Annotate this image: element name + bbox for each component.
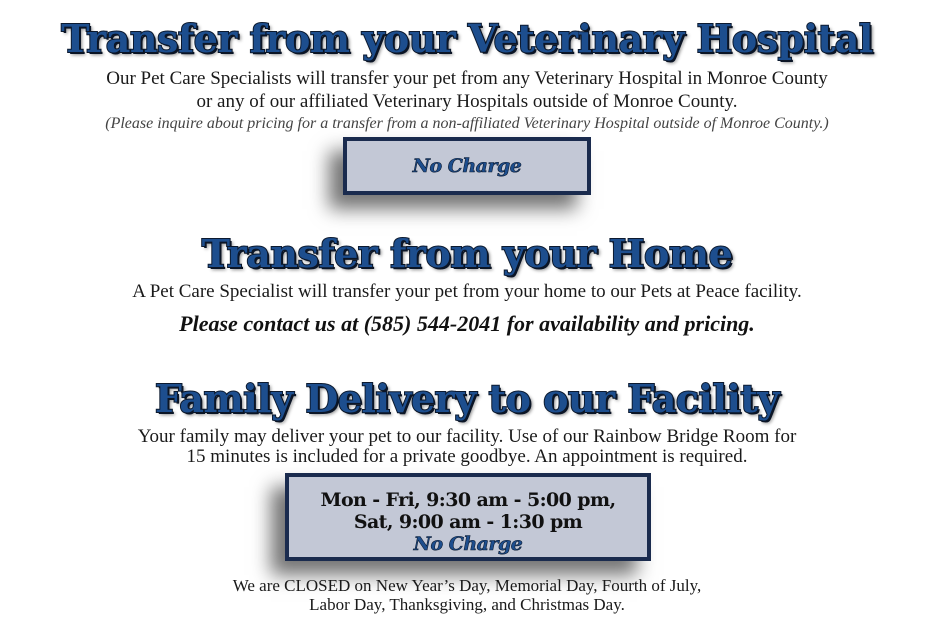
vet-transfer-price: No Charge xyxy=(412,155,522,177)
heading-vet-transfer: Transfer from your Veterinary Hospital xyxy=(61,16,873,61)
vet-transfer-price-box xyxy=(343,137,591,195)
home-transfer-text: A Pet Care Specialist will transfer your pet from your home to our Pets at Peace facility. xyxy=(132,281,802,302)
hours-weekday: Mon - Fri, 9:30 am - 5:00 pm, xyxy=(320,489,616,511)
vet-transfer-text-2: or any of our affiliated Veterinary Hospitals outside of Monroe County. xyxy=(196,91,738,112)
closed-days-1: We are CLOSED on New Year’s Day, Memorial Day, Fourth of July, xyxy=(232,576,702,595)
family-delivery-text-2: 15 minutes is included for a private goodbye. An appointment is required. xyxy=(186,446,748,467)
family-delivery-text-1: Your family may deliver your pet to our facility. Use of our Rainbow Bridge Room for xyxy=(137,426,797,447)
hours-saturday: Sat, 9:00 am - 1:30 pm xyxy=(353,511,583,533)
vet-transfer-note: (Please inquire about pricing for a transfer from a non-affiliated Veterinary Hospital outside of Monroe County.) xyxy=(105,115,829,132)
family-delivery-hours-box xyxy=(285,473,651,561)
heading-family-delivery: Family Delivery to our Facility xyxy=(155,376,779,421)
heading-home-transfer: Transfer from your Home xyxy=(201,231,733,276)
family-delivery-price: No Charge xyxy=(413,533,523,555)
vet-transfer-text-1: Our Pet Care Specialists will transfer your pet from any Veterinary Hospital in Monroe County xyxy=(106,68,828,89)
home-transfer-contact: Please contact us at (585) 544-2041 for availability and pricing. xyxy=(179,311,755,336)
closed-days-2: Labor Day, Thanksgiving, and Christmas Day. xyxy=(309,595,625,614)
